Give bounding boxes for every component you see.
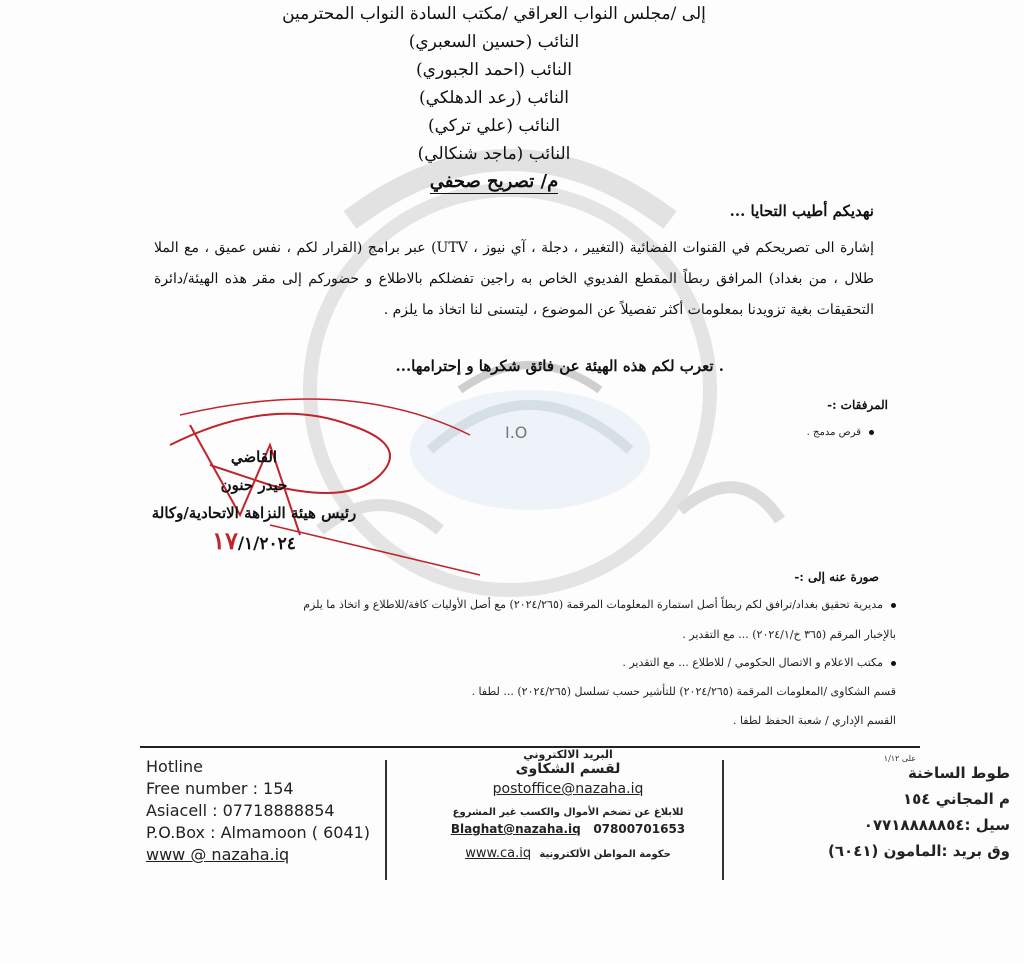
postoffice-email-link[interactable]: postoffice@nazaha.iq [492,781,644,797]
copy-line-5: القسم الإداري / شعبة الحفظ لطفا . [732,714,896,727]
signature-date [124,527,384,558]
blaghat-row [428,822,708,836]
blaghat-email-link[interactable]: Blaghat@nazaha.iq [450,822,581,836]
subject-line: م/ تصريح صحفي [429,171,559,192]
footer-note: على ١/١٢ [883,754,916,763]
mp-name-4: النائب (علي تركي) [427,116,561,136]
copy-line-1 [303,598,896,611]
to-line: إلى /مجلس النواب العراقي /مكتب السادة النواب المحترمين [282,4,706,24]
ca-row [428,846,708,861]
copy-text-3: مكتب الاعلام و الاتصال الحكومي / للاطلاع ... مع التقدير . [622,656,883,669]
copy-text-1: مديرية تحقيق بغداد/ترافق لكم ربطاً أصل استمارة المعلومات المرقمة (٢٠٢٤/٢٦٥) مع أصل الأوليات كافة/للاطلاع و اتخاذ ما يلزم [303,598,883,611]
date-day: ١٧ [212,526,238,555]
ar-pobox: وق بريد :المامون (٦٠٤١) [828,842,1010,860]
ar-asiacell: سيل :٠٧٧١٨٨٨٨٨٥٤ [863,816,1010,834]
addressee-block [234,0,754,196]
attachment-text: قرص مدمج . [806,427,861,438]
footer-contact-center [428,748,708,861]
signature-block [124,443,384,558]
bullet-icon [891,661,896,666]
ca-site-link[interactable]: www.ca.iq [465,846,532,861]
footer-separator-left [385,760,387,880]
signer-position: رئيس هيئة النزاهة الاتحادية/وكالة [151,504,357,522]
bullet-icon [891,603,896,608]
mp-name-5: النائب (ماجد شنكالي) [417,144,571,164]
website-link[interactable]: www @ nazaha.iq [146,845,290,864]
signer-name: حيدر حنون [220,476,288,494]
copy-line-2: بالإخبار المرقم (٣٦٥ خ/٢٠٢٤/١) ... مع التقدير . [682,628,896,641]
copies-label: صورة عنه إلى :- [794,570,879,584]
stamp-label: I.O [505,423,528,442]
blaghat-phone: 07800701653 [593,822,686,836]
hotline-label: Hotline [146,757,203,776]
free-number: Free number : 154 [146,779,294,798]
email-title: البريد الالكتروني [523,748,613,761]
footer-contact-arabic [720,760,1010,864]
egov-label: حكومة المواطن الألكترونية [539,849,671,860]
attachment-item [807,427,874,438]
complaints-dept: لقسم الشكاوى [515,761,621,777]
mp-name-1: النائب (حسين السعبري) [408,32,580,52]
mp-name-2: النائب (احمد الجبوري) [416,60,572,80]
ar-free-number: م المجاني ١٥٤ [903,790,1010,808]
mp-name-3: النائب (رعد الدهلكي) [419,88,569,108]
greeting: نهديكم أطيب التحايا ... [729,202,874,220]
po-box: P.O.Box : Almamoon ( 6041) [146,823,371,842]
bullet-icon [869,430,874,435]
footer-contact-english [146,756,370,866]
report-text: للابلاغ عن تضخم الأموال والكسب غير المشروع [452,807,684,818]
asiacell-number: Asiacell : 07718888854 [146,801,335,820]
closing-line: . تعرب لكم هذه الهيئة عن فائق شكرها و إحترامها... [395,357,724,375]
ar-hotline: طوط الساخنة [907,764,1010,782]
copy-line-4: قسم الشكاوى /المعلومات المرقمة (٢٠٢٤/٢٦٥) للتأشير حسب تسلسل (٢٠٢٤/٢٦٥) ... لطفا . [471,685,896,698]
signer-title: القاضي [230,448,278,466]
date-rest: /١/٢٠٢٤ [237,534,296,554]
attachments-label: المرفقات :- [827,398,888,412]
body-paragraph: إشارة الى تصريحكم في القنوات الفضائية (التغيير ، دجلة ، آي نيوز ، UTV) عبر برامج (القرار لكم ، نفس عميق ، مع الملا طلال ، من بغداد) المرافق ربطاً المقطع الفديوي الخاص به راجين تفضلكم بالاطلاع و حضوركم إلى مقر هذه الهيئة/دائرة التحقيقات بغية تزويدنا بمعلومات أكثر تفصيلاً عن الموضوع ، ليتسنى لنا اتخاذ ما يلزم . [154,240,874,318]
copy-line-3 [622,656,896,669]
